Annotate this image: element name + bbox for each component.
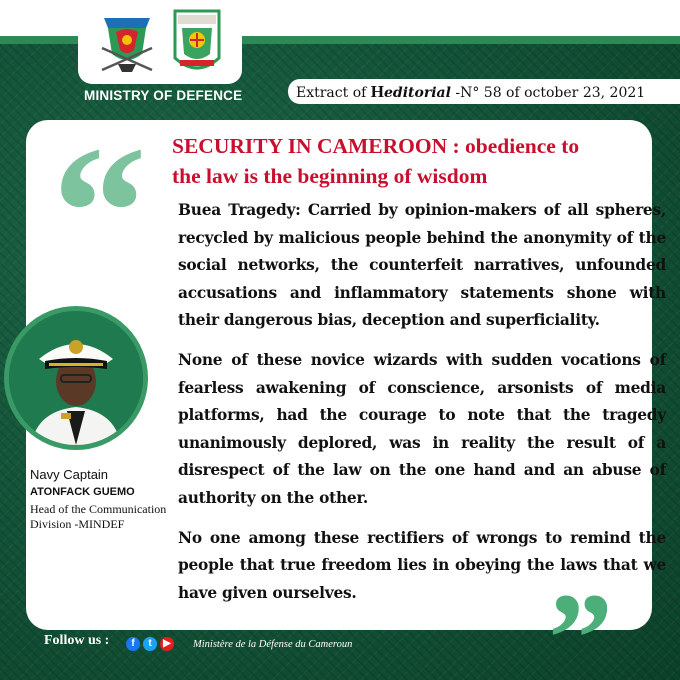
paragraph-1: Buea Tragedy: Carried by opinion-makers of all spheres, recycled by malicious people behind the anonymity of the social networks, the counterfeit narratives, unfounded accusations and inflammatory statements shone with their dangerous bias, deception and superficiality. <box>178 201 666 330</box>
facebook-icon[interactable]: f <box>126 637 140 651</box>
author-name: ATONFACK GUEMO <box>30 486 135 498</box>
youtube-icon[interactable]: ▶ <box>160 637 174 651</box>
author-portrait-image <box>9 311 143 445</box>
author-role: Head of the Communication Division -MINDEF <box>30 502 167 531</box>
extract-prefix: Extract of <box>296 85 371 101</box>
author-portrait <box>4 306 148 450</box>
twitter-icon[interactable]: t <box>143 637 157 651</box>
follow-label: Follow us : <box>44 633 110 648</box>
close-quote-icon: ” <box>548 574 613 652</box>
ministry-crest-icon <box>96 10 158 74</box>
article-headline <box>172 131 672 191</box>
issue-info: -N° 58 of october 23, 2021 <box>450 85 646 101</box>
communication-division-badge-icon <box>172 8 222 78</box>
headline-line-2: the law is the beginning of wisdom <box>172 164 488 188</box>
extract-banner <box>288 79 680 104</box>
paragraph-2: None of these novice wizards with sudden vocations of fearless awakening of conscience, arsonists of media platforms, had the courage to note that the tragedy unanimously deplored, was in reality the result of a disrespect of the law on the one hand and an abuse of authority on the other. <box>178 350 666 507</box>
open-quote-icon: “ <box>52 118 147 248</box>
paragraph-3: No one among these rectifiers of wrongs to remind the people that true freedom lies in obeying the laws that we have given ourselves. <box>178 528 666 602</box>
author-rank: Navy Captain <box>30 467 109 482</box>
ministry-label: MINISTRY OF DEFENCE <box>84 88 243 103</box>
social-page-name: Ministère de la Défense du Cameroun <box>193 639 353 650</box>
publication-logo: H <box>370 82 384 101</box>
publication-name: editorial <box>384 85 451 101</box>
headline-line-1: SECURITY IN CAMEROON : obedience to <box>172 134 580 158</box>
article-body <box>178 197 666 619</box>
